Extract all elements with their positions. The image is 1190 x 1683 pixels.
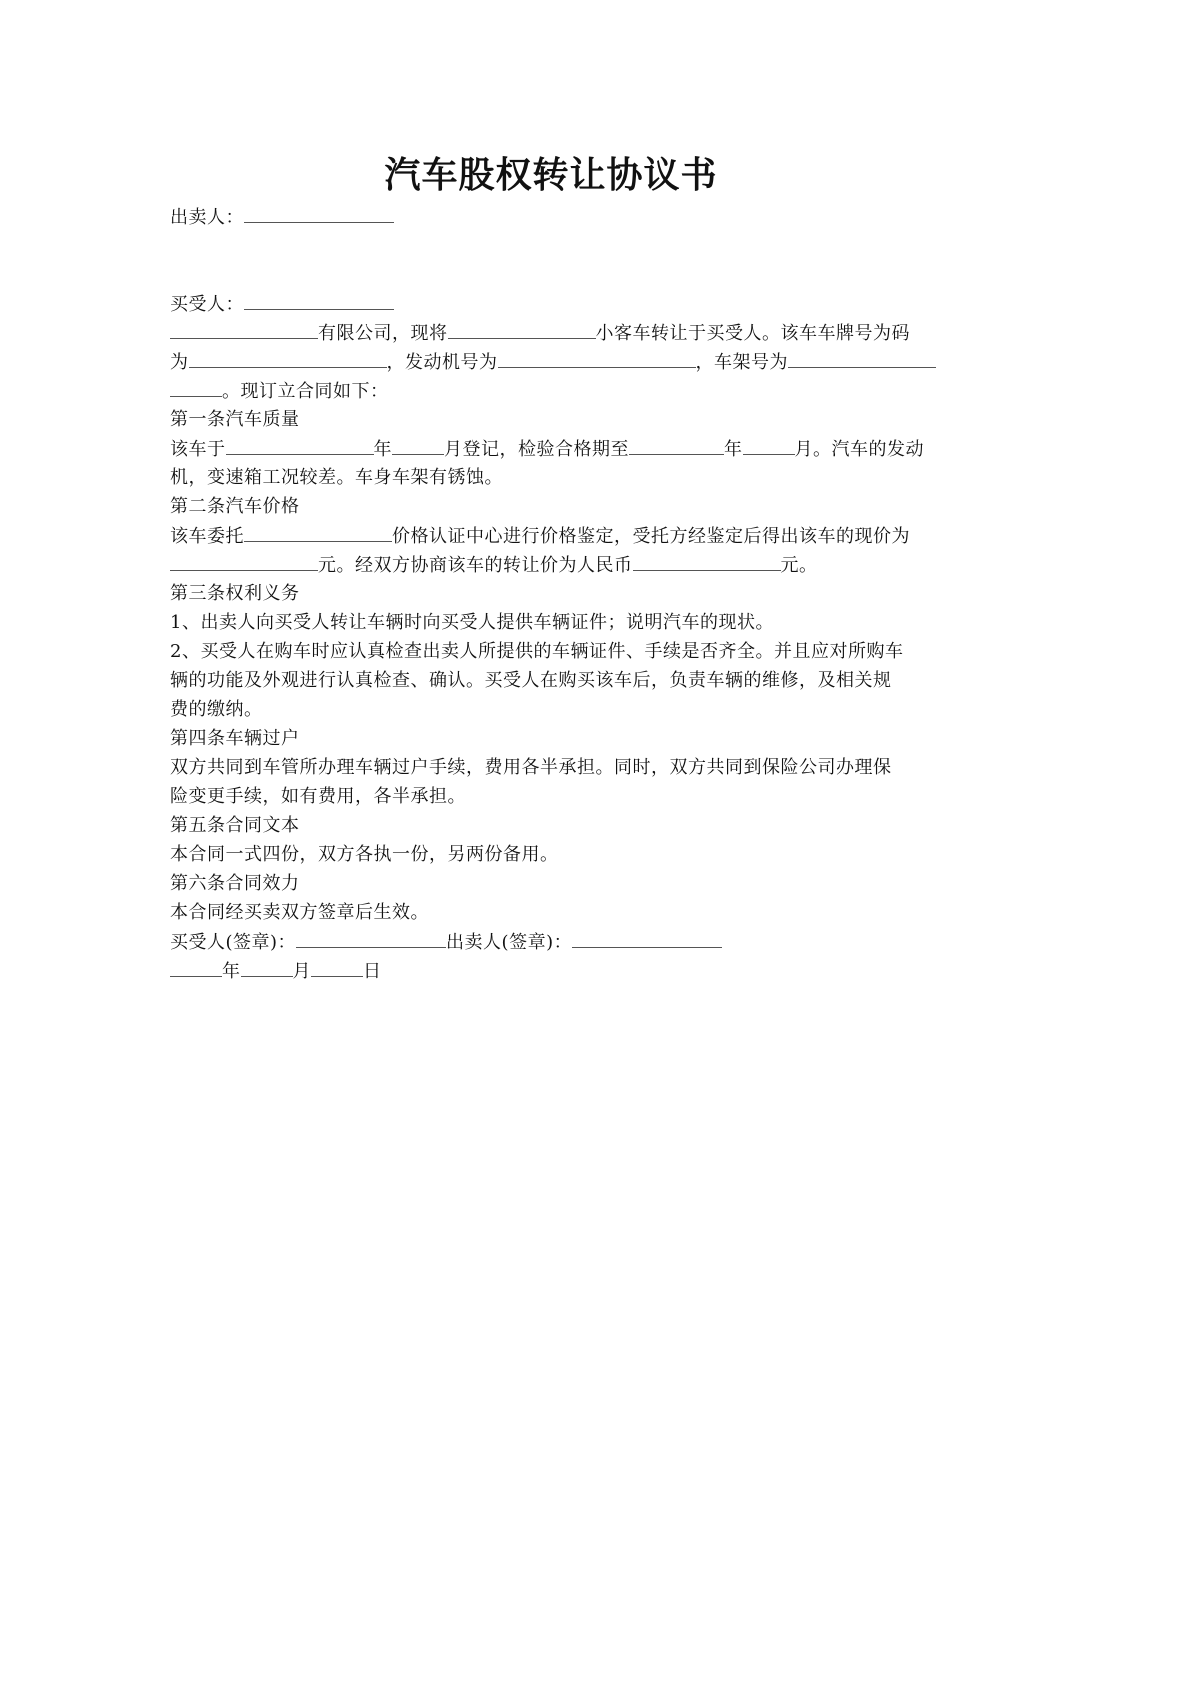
article-3-item-2-line-3: 费的缴纳。 (170, 699, 263, 720)
date-line (170, 956, 942, 985)
article-5-line-1: 本合同一式四份，双方各执一份，另两份备用。 (170, 844, 559, 865)
text: 年 (222, 961, 241, 982)
company-blank[interactable] (170, 318, 318, 339)
reg-year-blank[interactable] (226, 434, 374, 455)
appraiser-blank[interactable] (244, 521, 392, 542)
intro-line-3 (170, 376, 942, 405)
plate-blank[interactable] (189, 347, 387, 368)
article-5-heading: 第五条合同文本 (170, 815, 300, 836)
article-2-line-2 (170, 550, 942, 579)
frame-blank[interactable] (788, 347, 936, 368)
inspect-month-blank[interactable] (743, 434, 795, 455)
buyer-sign-blank[interactable] (296, 927, 446, 948)
contract-page (170, 150, 942, 985)
article-6-line-1: 本合同经买卖双方签章后生效。 (170, 902, 429, 923)
intro-text: 。现订立合同如下： (222, 381, 389, 402)
document-title: 汽车股权转让协议书 (384, 155, 718, 196)
text: 该车于 (170, 439, 226, 460)
buyer-blank[interactable] (244, 289, 394, 310)
article-4-line-1: 双方共同到车管所办理车辆过户手续，费用各半承担。同时，双方共同到保险公司办理保 (170, 757, 892, 778)
engine-blank[interactable] (498, 347, 696, 368)
article-3-item-2-line-1: 2、买受人在购车时应认真检查出卖人所提供的车辆证件、手续是否齐全。并且应对所购车 (170, 641, 904, 662)
article-4-heading: 第四条车辆过户 (170, 728, 300, 749)
car-model-blank[interactable] (448, 318, 596, 339)
text: 月 (292, 961, 311, 982)
article-1-heading: 第一条汽车质量 (170, 409, 300, 430)
sign-month-blank[interactable] (241, 956, 293, 977)
intro-text: 有限公司，现将 (318, 323, 448, 344)
intro-text: 为 (170, 352, 189, 373)
sign-year-blank[interactable] (170, 956, 222, 977)
text: 元。经双方协商该车的转让价为人民币 (318, 555, 633, 576)
intro-line-2 (170, 347, 942, 376)
text: 月登记，检验合格期至 (444, 439, 629, 460)
appraised-price-blank[interactable] (170, 550, 318, 571)
text: 该车委托 (170, 526, 244, 547)
inspect-year-blank[interactable] (629, 434, 724, 455)
article-1-line-1 (170, 434, 942, 463)
seller-sign-label: 出卖人(签章)： (446, 932, 573, 953)
text: 年 (724, 439, 743, 460)
article-4-line-2: 险变更手续，如有费用，各半承担。 (170, 786, 466, 807)
text: 元。 (780, 555, 818, 576)
buyer-sign-label: 买受人(签章)： (170, 932, 297, 953)
article-3-item-1: 1、出卖人向买受人转让车辆时向买受人提供车辆证件；说明汽车的现状。 (170, 612, 774, 633)
intro-text: ，发动机号为 (386, 352, 498, 373)
buyer-line (170, 289, 942, 318)
article-2-line-1 (170, 521, 942, 550)
transfer-price-blank[interactable] (633, 550, 781, 571)
seller-blank[interactable] (244, 202, 394, 223)
frame-blank-cont[interactable] (170, 376, 222, 397)
spacer (170, 231, 942, 289)
seller-line (170, 202, 942, 231)
article-6-heading: 第六条合同效力 (170, 873, 300, 894)
article-3-heading: 第三条权利义务 (170, 583, 300, 604)
seller-sign-blank[interactable] (572, 927, 722, 948)
seller-label: 出卖人： (170, 207, 244, 228)
text: 月。汽车的发动 (794, 439, 924, 460)
article-1-line-2: 机，变速箱工况较差。车身车架有锈蚀。 (170, 467, 503, 488)
text: 日 (363, 961, 382, 982)
buyer-label: 买受人： (170, 294, 244, 315)
article-2-heading: 第二条汽车价格 (170, 496, 300, 517)
reg-month-blank[interactable] (392, 434, 444, 455)
intro-line-1 (170, 318, 942, 347)
article-3-item-2-line-2: 辆的功能及外观进行认真检查、确认。买受人在购买该车后，负责车辆的维修，及相关规 (170, 670, 892, 691)
intro-text: 小客车转让于买受人。该车车牌号为码 (595, 323, 910, 344)
signature-line (170, 927, 942, 956)
text: 价格认证中心进行价格鉴定，受托方经鉴定后得出该车的现价为 (392, 526, 910, 547)
sign-day-blank[interactable] (311, 956, 363, 977)
intro-text: ，车架号为 (695, 352, 788, 373)
text: 年 (373, 439, 392, 460)
